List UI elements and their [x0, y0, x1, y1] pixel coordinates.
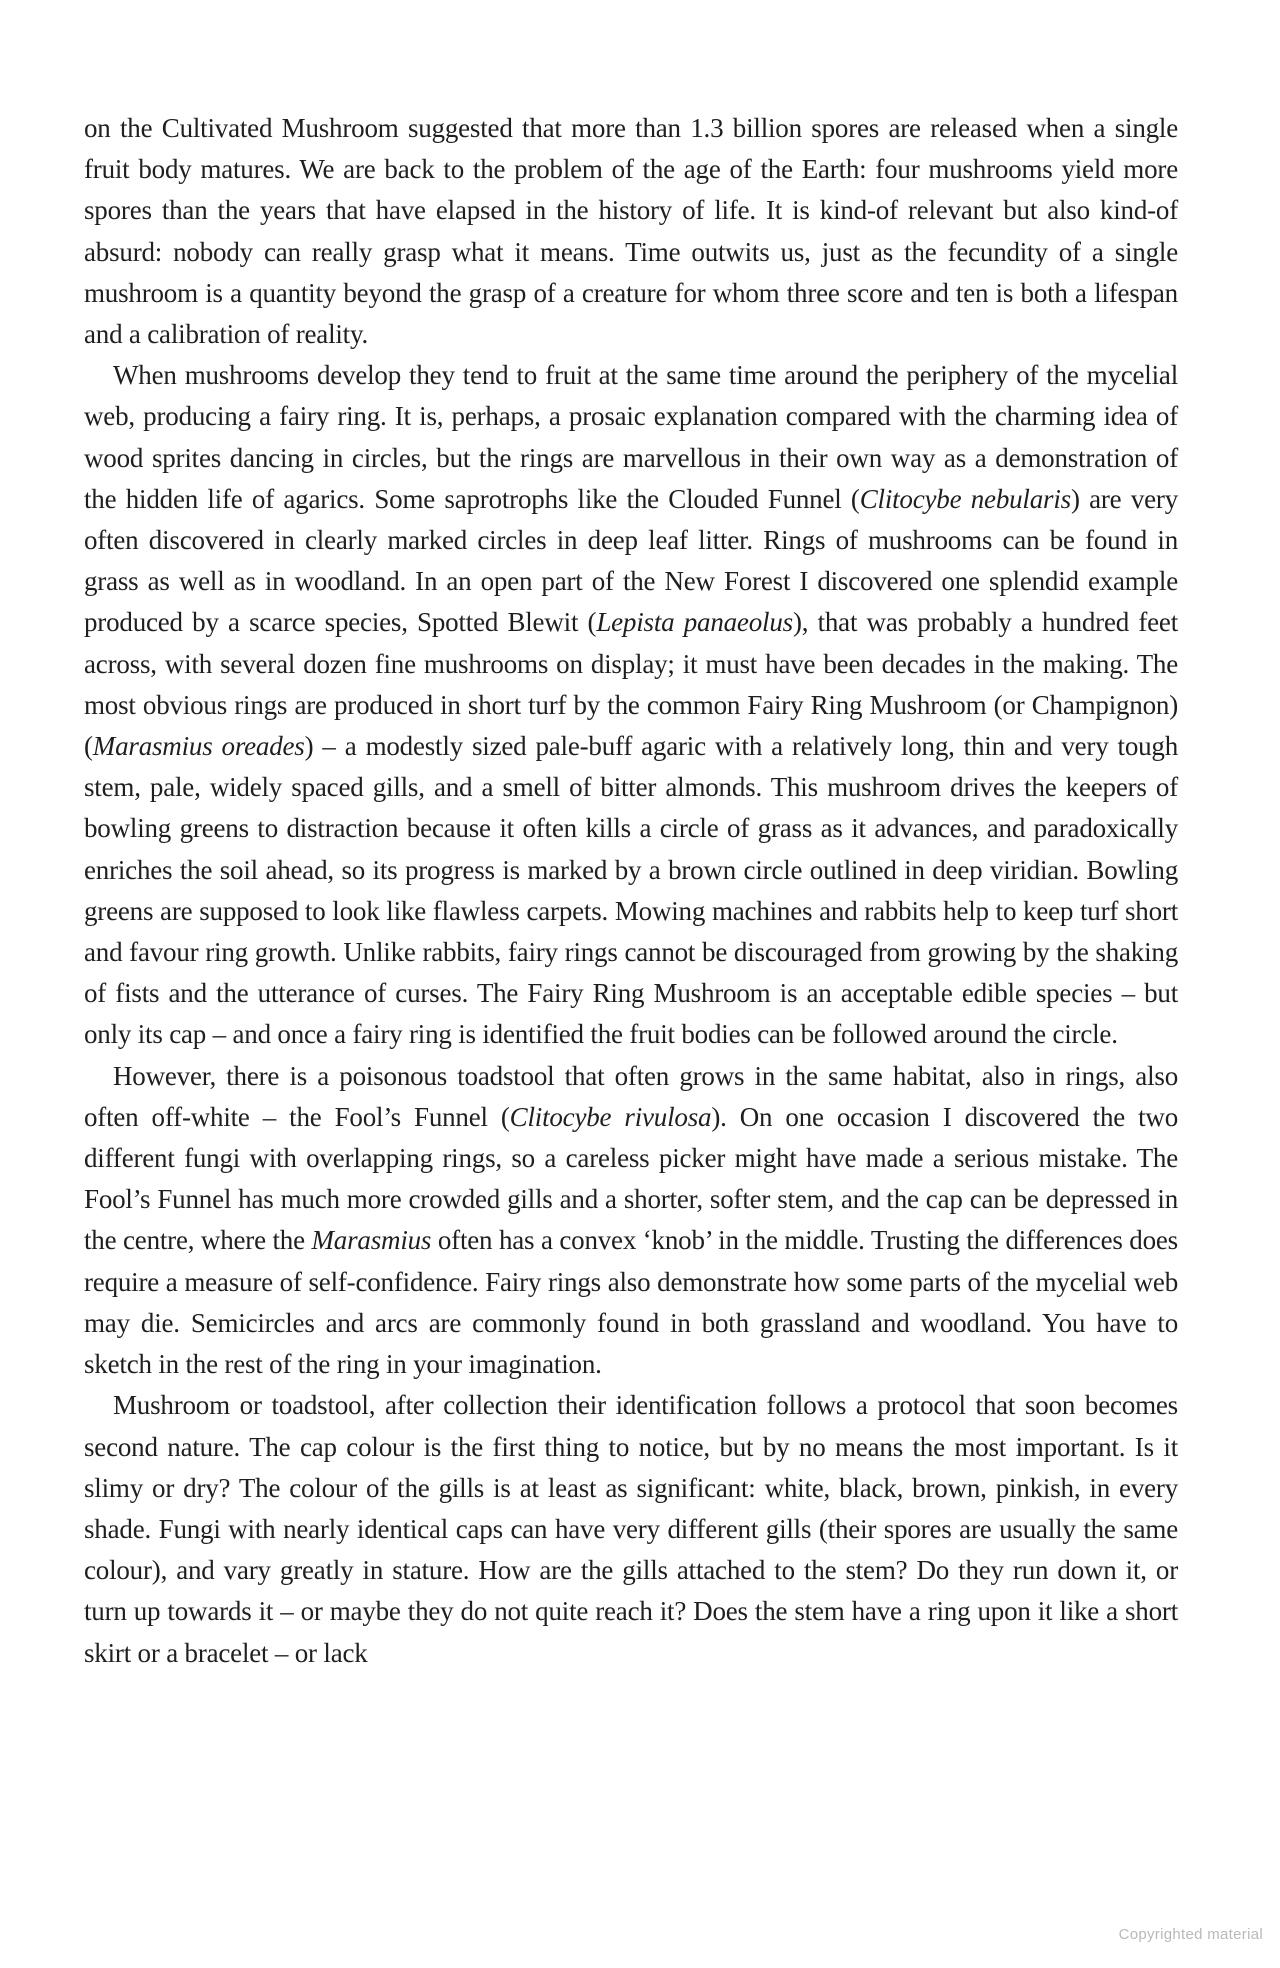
- paragraph-1: on the Cultivated Mushroom suggested that more than 1.3 billion spores are released when a single fruit body matures. We are back to the problem of the age of the Earth: four mushrooms yield more spores than the years that have elapsed in the history of life. It is kind-of relevant but also kind-of absurd: nobody can really grasp what it means. Time outwits us, just as the fecundity of a single mushroom is a quantity beyond the grasp of a creature for whom three score and ten is both a lifespan and a calibration of reality.: [84, 113, 1178, 350]
- paragraph-3: However, there is a poisonous toadstool that often grows in the same habitat, also in rings, also often off-white – the Fool’s Funnel (Clitocybe rivulosa). On one occasion I discovered the two different fungi with overlapping rings, so a careless picker might have made a serious mistake. The Fool’s Funnel has much more crowded gills and a shorter, softer stem, and the cap can be depressed in the centre, where the Marasmius often has a convex ‘knob’ in the middle. Trusting the differences does require a measure of self-confidence. Fairy rings also demonstrate how some parts of the mycelial web may die. Semicircles and arcs are commonly found in both grassland and woodland. You have to sketch in the rest of the ring in your imagination.: [84, 1060, 1178, 1380]
- paragraph-4: Mushroom or toadstool, after collection their identification follows a protocol that soon becomes second nature. The cap colour is the first thing to notice, but by no means the most important. Is it slimy or dry? The colour of the gills is at least as significant: white, black, brown, pinkish, in every shade. Fungi with nearly identical caps can have very different gills (their spores are usually the same colour), and vary greatly in stature. How are the gills attached to the stem? Do they run down it, or turn up towards it – or maybe they do not quite reach it? Does the stem have a ring upon it like a short skirt or a bracelet – or lack: [84, 1390, 1178, 1668]
- body-text: [84, 108, 1178, 1674]
- paragraph-2: When mushrooms develop they tend to fruit at the same time around the periphery of the mycelial web, producing a fairy ring. It is, perhaps, a prosaic explanation compared with the charming idea of wood sprites dancing in circles, but the rings are marvellous in their own way as a demonstration of the hidden life of agarics. Some saprotrophs like the Clouded Funnel (Clitocybe nebularis) are very often discovered in clearly marked circles in deep leaf litter. Rings of mushrooms can be found in grass as well as in woodland. In an open part of the New Forest I discovered one splendid example produced by a scarce species, Spotted Blewit (Lepista panaeolus), that was probably a hundred feet across, with several dozen fine mushrooms on display; it must have been decades in the making. The most obvious rings are produced in short turf by the common Fairy Ring Mushroom (or Champignon) (Marasmius oreades) – a modestly sized pale-buff agaric with a relatively long, thin and very tough stem, pale, widely spaced gills, and a smell of bitter almonds. This mushroom drives the keepers of bowling greens to distraction because it often kills a circle of grass as it advances, and paradoxically enriches the soil ahead, so its progress is marked by a brown circle outlined in deep viridian. Bowling greens are supposed to look like flawless carpets. Mowing machines and rabbits help to keep turf short and favour ring growth. Unlike rabbits, fairy rings cannot be discouraged from growing by the shaking of fists and the utterance of curses. The Fairy Ring Mushroom is an acceptable edible species – but only its cap – and once a fairy ring is identified the fruit bodies can be followed around the circle.: [84, 360, 1179, 1050]
- copyright-watermark: Copyrighted material: [1118, 1926, 1263, 1943]
